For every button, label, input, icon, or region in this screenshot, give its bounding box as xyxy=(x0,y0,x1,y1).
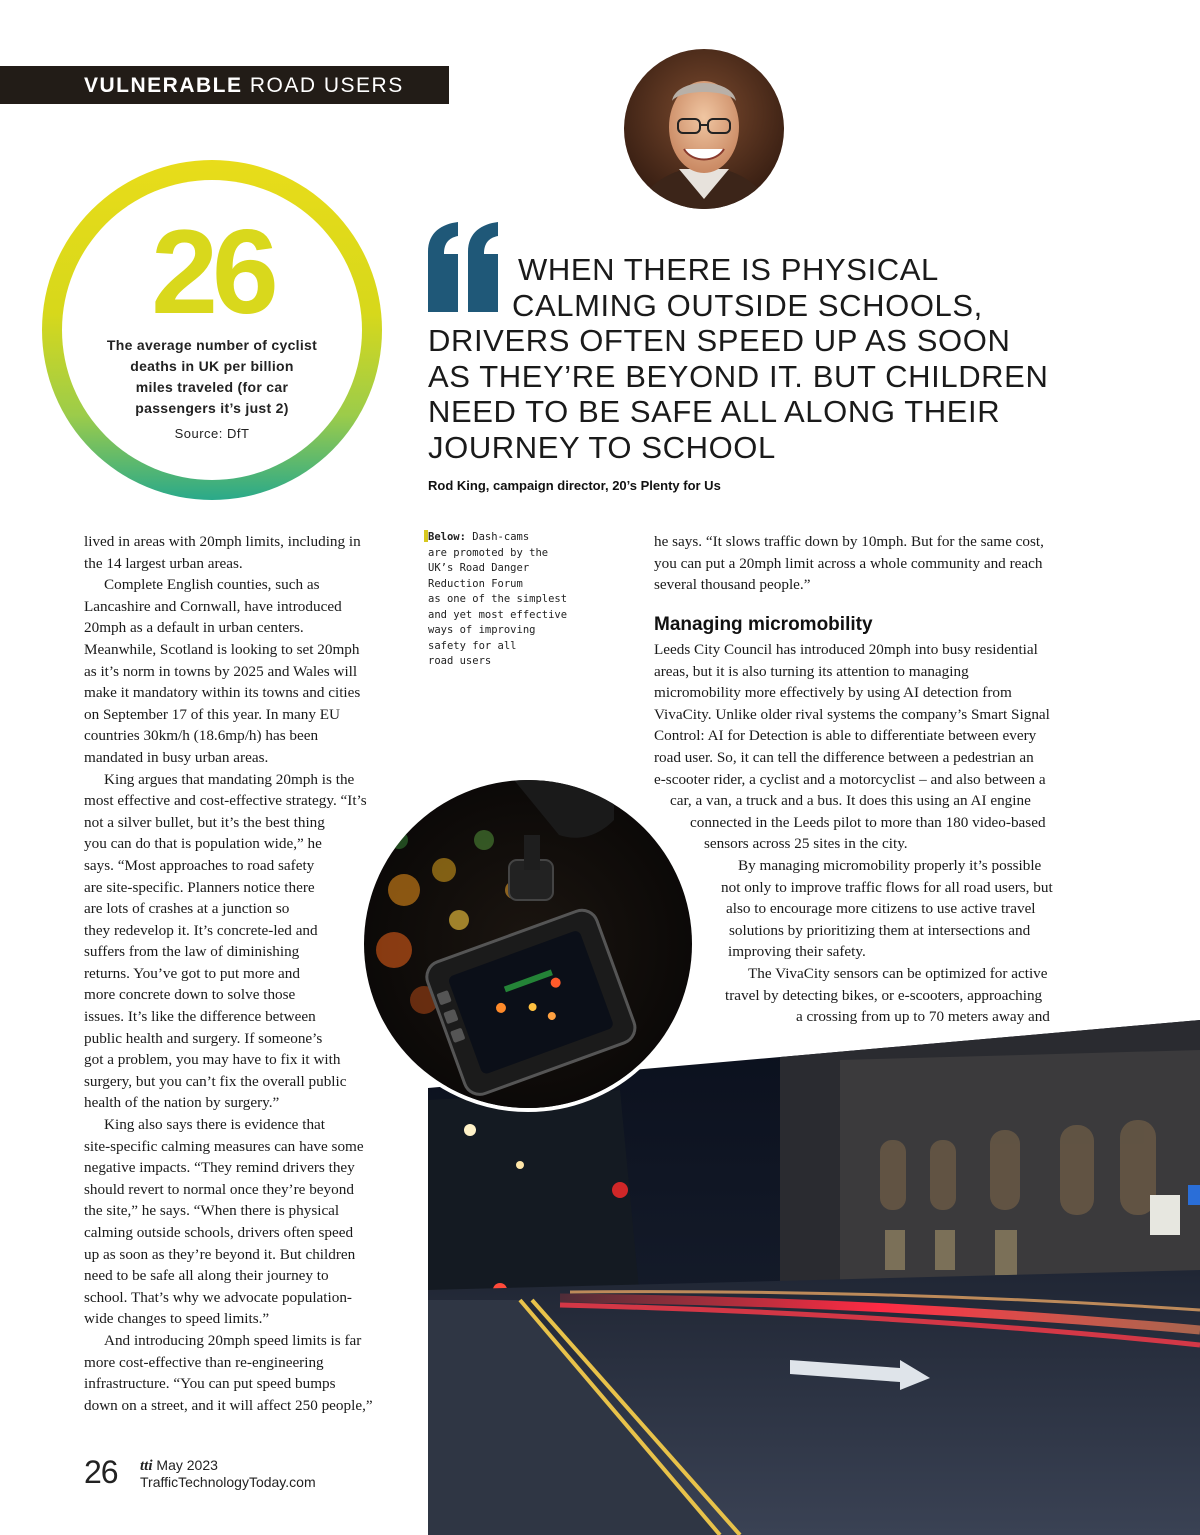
issue-date: May 2023 xyxy=(156,1457,218,1473)
stat-source: Source: DfT xyxy=(174,426,250,441)
body-line: school. That’s why we advocate population- xyxy=(84,1288,352,1306)
body-line: on September 17 of this year. In many EU xyxy=(84,705,341,723)
body-line: need to be safe all along their journey to xyxy=(84,1267,329,1285)
body-line: The VivaCity sensors can be optimized for active xyxy=(748,964,1048,982)
caption-line: are promoted by the xyxy=(428,546,549,559)
body-line: Control: AI for Detection is able to differentiate between every xyxy=(654,727,1037,745)
body-line: road user. So, it can tell the difference between a pedestrian an xyxy=(654,748,1034,766)
body-line: they redevelop it. It’s concrete-led and xyxy=(84,921,318,939)
body-line: you can do that is population wide,” he xyxy=(84,835,322,853)
body-line: not only to improve traffic flows for all road users, but xyxy=(721,878,1053,896)
quote-line: CALMING OUTSIDE SCHOOLS, xyxy=(512,287,983,323)
footer-info xyxy=(140,1457,316,1490)
section-title-bold: VULNERABLE xyxy=(84,74,243,97)
body-line: sensors across 25 sites in the city. xyxy=(704,835,908,853)
body-line: negative impacts. “They remind drivers they xyxy=(84,1159,355,1177)
body-line: not a silver bullet, but it’s the best thing xyxy=(84,813,325,831)
body-line: calming outside schools, drivers often speed xyxy=(84,1224,354,1241)
caption-line: UK’s Road Danger xyxy=(428,562,530,574)
body-line: returns. You’ve got to put more and xyxy=(84,964,300,982)
caption-line: and yet most effective xyxy=(428,608,568,621)
body-line: down on a street, and it will affect 250 people,” xyxy=(84,1396,373,1414)
section-header xyxy=(0,66,449,104)
caption-line: ways of improving xyxy=(428,624,536,636)
pull-quote xyxy=(428,252,1128,465)
body-line: the site,” he says. “When there is physical xyxy=(84,1202,340,1220)
body-line: areas, but it is also turning its attention to managing xyxy=(654,662,969,680)
body-line: infrastructure. “You can put speed bumps xyxy=(84,1375,336,1393)
body-line: travel by detecting bikes, or e-scooters, approaching xyxy=(725,986,1043,1004)
section-title-light: ROAD USERS xyxy=(249,74,404,97)
body-line: suffers from the law of diminishing xyxy=(84,943,300,961)
body-line: you can put a 20mph limit across a whole community and reach xyxy=(654,554,1043,572)
body-column-1 xyxy=(84,531,373,1416)
body-line: surgery, but you can’t fix the overall public xyxy=(84,1072,347,1090)
subheading: Managing micromobility xyxy=(654,614,873,635)
body-line: Leeds City Council has introduced 20mph into busy residential xyxy=(654,641,1038,658)
body-line: more concrete down to solve those xyxy=(84,986,296,1004)
body-line: site-specific calming measures can have some xyxy=(84,1137,364,1155)
body-column-2 xyxy=(654,639,1053,1028)
body-line: also to encourage more citizens to use active travel xyxy=(726,900,1036,918)
image-caption xyxy=(428,530,588,670)
body-line: 20mph as a default in urban centers. xyxy=(84,619,304,637)
caption-line: safety for all xyxy=(428,639,517,652)
body-line: Lancashire and Cornwall, have introduced xyxy=(84,597,342,615)
body-line: several thousand people.” xyxy=(654,576,811,594)
quote-line: JOURNEY TO SCHOOL xyxy=(428,429,776,465)
body-line: up as soon as they’re beyond it. But children xyxy=(84,1245,356,1263)
body-line: VivaCity. Unlike older rival systems the company’s Smart Signal xyxy=(654,705,1050,723)
body-line: lived in areas with 20mph limits, including in xyxy=(84,533,361,550)
body-line: King argues that mandating 20mph is the xyxy=(104,770,355,788)
body-line: King also says there is evidence that xyxy=(104,1116,325,1134)
quote-attribution: Rod King, campaign director, 20’s Plenty for Us xyxy=(428,478,721,493)
caption-line: Reduction Forum xyxy=(428,577,523,590)
stat-caption-line: The average number of cyclist xyxy=(106,337,318,353)
body-line: micromobility more effectively by using AI detection from xyxy=(654,684,1012,702)
body-line: the 14 largest urban areas. xyxy=(84,554,243,572)
body-line: got a problem, you may have to fix it with xyxy=(84,1051,341,1069)
body-line: public health and surgery. If someone’s xyxy=(84,1029,323,1047)
body-line: wide changes to speed limits.” xyxy=(84,1310,270,1328)
body-line: And introducing 20mph speed limits is far xyxy=(104,1331,362,1349)
body-line: more cost-effective than re-engineering xyxy=(84,1353,324,1371)
body-line: improving their safety. xyxy=(728,943,866,961)
body-line: Complete English counties, such as xyxy=(104,576,320,594)
body-line: Meanwhile, Scotland is looking to set 20mph xyxy=(84,640,360,658)
caption-line: Dash-cams xyxy=(465,531,530,543)
stat-caption-line: deaths in UK per billion xyxy=(130,358,294,374)
quote-line: DRIVERS OFTEN SPEED UP AS SOON xyxy=(428,323,1011,358)
body-line: solutions by prioritizing them at intersections and xyxy=(729,921,1031,939)
magazine-logo: tti xyxy=(140,1458,153,1474)
stat-number: 26 xyxy=(151,205,273,339)
stat-caption-line: passengers it’s just 2) xyxy=(135,400,289,416)
caption-line: road users xyxy=(428,655,492,667)
body-line: countries 30km/h (18.6mp/h) has been xyxy=(84,727,319,745)
stat-caption xyxy=(92,335,332,419)
body-line: issues. It’s like the difference between xyxy=(84,1008,316,1026)
body-line: e-scooter rider, a cyclist and a motorcyclist – and also between a xyxy=(654,770,1046,788)
body-line: connected in the Leeds pilot to more than 180 video-based xyxy=(690,813,1046,831)
dashcam-photo xyxy=(360,776,696,1112)
body-line: are site-specific. Planners notice there xyxy=(84,878,315,896)
quote-line: WHEN THERE IS PHYSICAL xyxy=(518,252,939,287)
body-column-2-top xyxy=(654,531,1044,596)
caption-label: Below: xyxy=(428,531,466,543)
body-line: he says. “It slows traffic down by 10mph. But for the same cost, xyxy=(654,533,1044,550)
body-line: as it’s norm in towns by 2025 and Wales will xyxy=(84,662,358,680)
body-line: make it mandatory within its towns and cities xyxy=(84,684,361,702)
page-number: 26 xyxy=(84,1454,118,1490)
body-line: By managing micromobility properly it’s possible xyxy=(738,856,1042,874)
body-line: says. “Most approaches to road safety xyxy=(84,856,315,874)
body-line: car, a van, a truck and a bus. It does this using an AI engine xyxy=(670,792,1031,810)
stat-caption-line: miles traveled (for car xyxy=(135,379,289,395)
body-line: most effective and cost-effective strategy. “It’s xyxy=(84,792,367,810)
quote-line: NEED TO BE SAFE ALL ALONG THEIR xyxy=(428,394,1001,429)
body-line: are lots of crashes at a junction so xyxy=(84,900,290,918)
website: TrafficTechnologyToday.com xyxy=(140,1474,316,1490)
caption-line: as one of the simplest xyxy=(428,593,568,605)
quote-line: AS THEY’RE BEYOND IT. BUT CHILDREN xyxy=(428,358,1049,394)
portrait-photo xyxy=(624,49,784,209)
body-line: mandated in busy urban areas. xyxy=(84,748,269,766)
body-line: a crossing from up to 70 meters away and xyxy=(796,1008,1050,1026)
body-line: should revert to normal once they’re beyond xyxy=(84,1180,354,1198)
body-line: health of the nation by surgery.” xyxy=(84,1094,280,1112)
